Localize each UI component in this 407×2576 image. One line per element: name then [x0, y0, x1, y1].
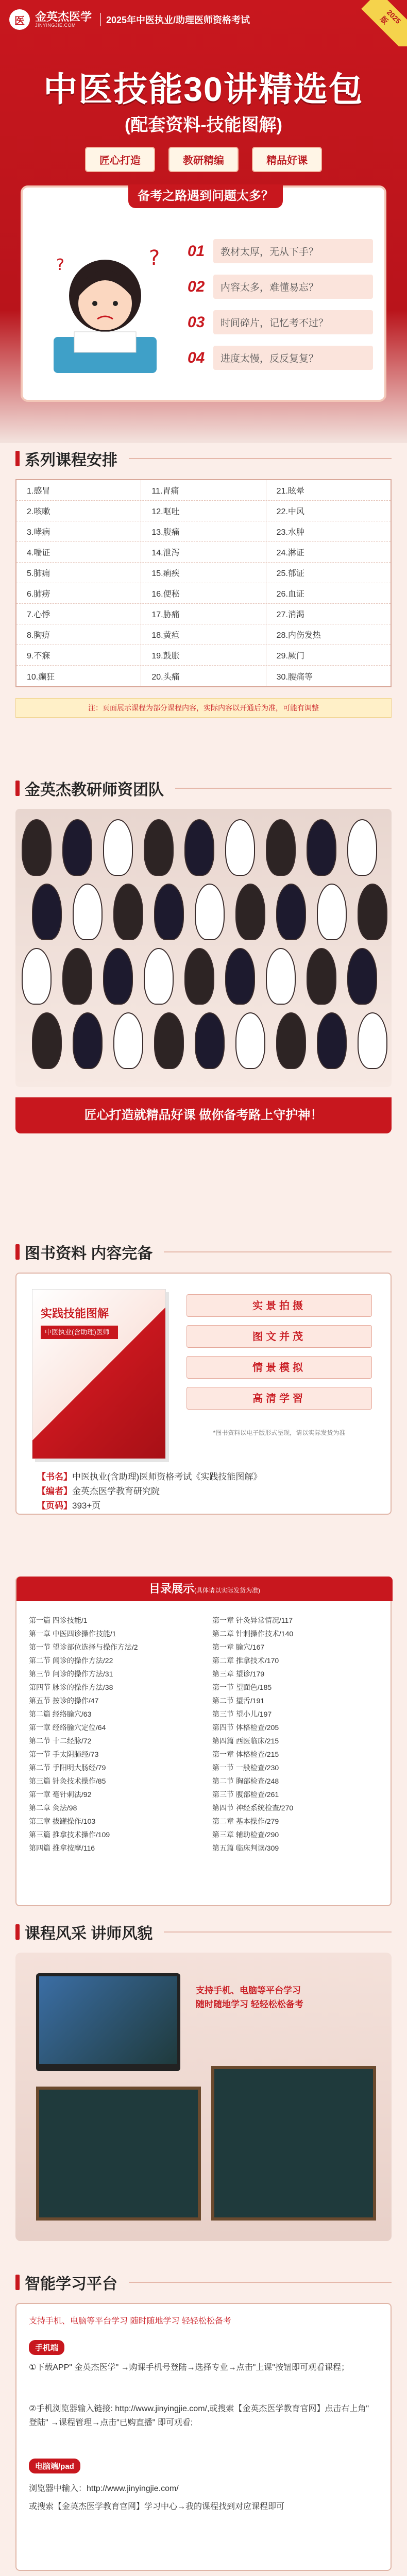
teacher-silhouette-icon	[235, 884, 265, 940]
table-cell: 28.内伤发热	[276, 631, 321, 640]
brand-logo-icon: 医	[9, 9, 30, 30]
section-header	[0, 443, 407, 474]
divider	[129, 458, 392, 459]
toc-header	[16, 1577, 393, 1601]
table-row	[16, 542, 391, 563]
book-section	[0, 1236, 407, 1917]
toc-item: 第一章 毫针刺法/92	[29, 1790, 92, 1799]
teacher-silhouette-icon	[22, 819, 52, 876]
toc-item: 第四节 脉诊的操作方法/38	[29, 1683, 113, 1691]
hero-section	[0, 0, 407, 443]
toc-item: 第三节 望小儿/197	[212, 1710, 272, 1718]
section-title: 智能学习平台	[25, 2276, 117, 2293]
table-cell: 27.消渴	[276, 611, 304, 619]
table-row	[16, 645, 391, 666]
section-bar-icon	[15, 2275, 20, 2290]
toc-item: 第五节 按诊的操作/47	[29, 1697, 99, 1705]
toc-item: 第二章 灸法/98	[29, 1804, 77, 1812]
toc-left	[29, 1614, 204, 1855]
question-number: 02	[188, 278, 205, 295]
toc-item: 第四篇 西医临床/215	[212, 1737, 279, 1745]
toc-item: 第四节 体格检查/205	[212, 1723, 279, 1732]
pc-tag: 电脑端/pad	[29, 2459, 80, 2473]
classroom-section	[0, 1917, 407, 2267]
toc-item: 第二节 闻诊的操作方法/22	[29, 1656, 113, 1665]
section-title: 金英杰教研师资团队	[25, 782, 164, 799]
book-info-value: 中医执业(含助理)医师资格考试《实践技能图解》	[72, 1472, 262, 1482]
toc-item: 第一节 手太阴肺经/73	[29, 1750, 99, 1758]
table-row	[16, 480, 391, 501]
toc-item: 第三节 腹部检查/261	[212, 1790, 279, 1799]
teacher-silhouette-icon	[184, 948, 214, 1005]
toc-item: 第二节 望舌/191	[212, 1697, 265, 1705]
teacher-silhouette-icon	[266, 819, 296, 876]
edition-ribbon	[361, 0, 407, 46]
teacher-silhouette-icon	[195, 1012, 225, 1069]
table-cell: 20.头痛	[141, 666, 266, 686]
table-cell: 6.肺痨	[16, 583, 141, 603]
table-cell: 24.淋证	[276, 549, 304, 557]
table-cell: 22.中风	[276, 507, 304, 516]
toc-item: 第一节 望面色/185	[212, 1683, 272, 1691]
toc-item: 第二章 针刺操作技术/140	[212, 1630, 294, 1638]
question-item	[188, 346, 373, 370]
teacher-silhouette-icon	[347, 819, 377, 876]
book-card	[15, 1273, 392, 1515]
toc-item: 第三章 辅助检查/290	[212, 1831, 279, 1839]
table-cell: 2.咳嗽	[16, 501, 141, 521]
book-cover-sub: 中医执业(含助理)医师	[41, 1326, 118, 1339]
table-row	[16, 624, 391, 645]
teacher-silhouette-icon	[184, 819, 214, 876]
toc-item: 第五篇 临床判读/309	[212, 1844, 279, 1852]
smart-intro: 支持手机、电脑等平台学习 随时随地学习 轻轻松松备考	[29, 2317, 231, 2326]
toc-subtitle: (具体请以实际发货为准)	[194, 1587, 260, 1594]
book-info-value: 393+页	[72, 1501, 101, 1511]
table-cell: 3.哮病	[16, 521, 141, 541]
toc-item: 第二章 基本操作/279	[212, 1817, 279, 1825]
teacher-silhouette-icon	[317, 1012, 347, 1069]
mobile-step-2: ②手机浏览器输入链接: http://www.jinyingjie.com/,或搜索【金英杰医学教育官网】点击右上角" 登陆" →课程管理→点击"已购直播" 即可观看;	[29, 2404, 369, 2428]
table-cell: 16.便秘	[141, 583, 266, 603]
toc-item: 第一章 中医四诊操作技能/1	[29, 1630, 116, 1638]
toc-item: 第二章 推拿技术/170	[212, 1656, 279, 1665]
divider	[164, 1931, 392, 1933]
table-cell: 29.厥门	[276, 652, 304, 660]
teacher-silhouette-icon	[276, 1012, 306, 1069]
teacher-silhouette-icon	[276, 884, 306, 940]
section-bar-icon	[15, 1924, 20, 1940]
book-cover-title: 实践技能图解	[41, 1307, 109, 1320]
table-cell: 9.不寐	[16, 645, 141, 665]
toc-item: 第三章 望诊/179	[212, 1670, 265, 1678]
brand-sub: JINYINGJIE.COM	[35, 23, 76, 28]
section-title: 图书资料 内容完备	[25, 1245, 153, 1262]
table-cell: 30.腰痛等	[276, 672, 313, 682]
teacher-silhouette-icon	[307, 948, 336, 1005]
question-item	[188, 275, 373, 299]
divider	[175, 788, 392, 789]
table-cell: 21.眩晕	[276, 487, 304, 496]
table-cell: 1.感冒	[16, 480, 141, 500]
teacher-silhouette-icon	[195, 884, 225, 940]
table-cell: 13.腹痛	[141, 521, 266, 541]
toc-right	[212, 1614, 387, 1855]
table-row	[16, 604, 391, 624]
question-title: 备考之路遇到问题太多？	[128, 184, 283, 208]
teacher-silhouette-icon	[22, 948, 52, 1005]
teachers-banner: 匠心打造就精品好课 做你备考路上守护神！	[15, 1097, 392, 1133]
teacher-silhouette-icon	[235, 1012, 265, 1069]
book-info-key: 【书名】	[37, 1472, 72, 1482]
teacher-silhouette-icon	[32, 1012, 62, 1069]
teacher-silhouette-icon	[62, 948, 92, 1005]
blackboard-icon	[36, 2087, 201, 2221]
mobile-step-1: ①下载APP" 金英杰医学" →购课手机号登陆→选择专业→点击"上课"按钮即可观看课程；	[29, 2363, 349, 2372]
question-number: 03	[188, 313, 205, 331]
toc-item: 第三篇 推拿技术操作/109	[29, 1831, 110, 1839]
book-info-row	[37, 1469, 403, 1482]
question-number: 01	[188, 242, 205, 260]
toc-item: 第三节 问诊的操作方法/31	[29, 1670, 113, 1678]
teacher-silhouette-icon	[266, 948, 296, 1005]
section-header	[0, 2267, 407, 2298]
question-text: 教材太厚，无从下手？	[213, 239, 373, 263]
course-note: 注：页面展示课程为部分课程内容，实际内容以开通后为准，可能有调整	[15, 698, 392, 718]
section-header	[0, 1236, 407, 1267]
teacher-silhouette-icon	[32, 884, 62, 940]
teacher-silhouette-icon	[317, 884, 347, 940]
smart-platform-section	[0, 2267, 407, 2576]
table-cell: 18.黄疸	[141, 624, 266, 645]
mobile-tag: 手机端	[29, 2340, 64, 2355]
teacher-silhouette-icon	[73, 884, 103, 940]
teacher-silhouette-icon	[103, 948, 133, 1005]
table-cell: 19.鼓胀	[141, 645, 266, 665]
table-cell: 12.呕吐	[141, 501, 266, 521]
divider	[164, 1251, 392, 1252]
table-row	[16, 563, 391, 583]
smart-box	[15, 2303, 392, 2571]
brand-tag: 2025年中医执业/助理医师资格考试	[100, 13, 250, 26]
teachers-section	[0, 773, 407, 1236]
teacher-silhouette-icon	[347, 948, 377, 1005]
classroom-tagline-line: 支持手机、电脑等平台学习	[196, 1986, 301, 1995]
table-cell: 5.肺痈	[16, 563, 141, 583]
table-row	[16, 521, 391, 542]
svg-text:?: ?	[149, 246, 160, 270]
question-text: 时间碎片，记忆考不过？	[213, 310, 373, 334]
teacher-silhouette-icon	[62, 819, 92, 876]
teacher-silhouette-icon	[113, 884, 143, 940]
toc-item: 第二节 手阳明大肠经/79	[29, 1764, 106, 1772]
teacher-silhouette-icon	[154, 1012, 184, 1069]
toc-item: 第一篇 四诊技能/1	[29, 1616, 88, 1624]
book-caption: *图书资料以电子版形式呈现，请以实际发货为准	[213, 1429, 346, 1436]
toc-item: 第一节 望诊部位选择与操作方法/2	[29, 1643, 138, 1651]
toc-item: 第一章 腧穴/167	[212, 1643, 265, 1651]
book-cover	[32, 1289, 166, 1459]
book-feature: 高清学習	[186, 1387, 372, 1410]
question-box	[21, 185, 386, 402]
book-info-row	[37, 1498, 403, 1511]
book-info-row	[37, 1484, 403, 1497]
page-title: 中医技能30讲精选包	[43, 70, 364, 108]
pill-1: 教研精编	[168, 147, 239, 172]
table-cell: 15.痢疾	[141, 563, 266, 583]
table-cell: 23.水肿	[276, 528, 304, 537]
table-cell: 8.胸痹	[16, 624, 141, 645]
question-text: 进度太慢，反反复复？	[213, 346, 373, 370]
teacher-silhouette-icon	[144, 948, 174, 1005]
worried-student-illustration-icon	[43, 234, 167, 378]
monitor-icon	[36, 1973, 180, 2071]
toc-item: 第三章 拔罐操作/103	[29, 1817, 96, 1825]
teacher-silhouette-icon	[73, 1012, 103, 1069]
toc-item: 第一章 经络腧穴定位/64	[29, 1723, 106, 1732]
section-header	[0, 773, 407, 804]
section-header	[0, 1917, 407, 1947]
teachers-photo	[15, 809, 392, 1087]
toc-item: 第一节 一般检查/230	[212, 1764, 279, 1772]
teacher-silhouette-icon	[307, 819, 336, 876]
toc-item: 第四篇 推拿按摩/116	[29, 1844, 95, 1852]
section-title: 系列课程安排	[25, 452, 117, 469]
section-title: 课程风采 讲师风貌	[25, 1925, 153, 1942]
divider	[129, 2282, 392, 2283]
table-row	[16, 666, 391, 686]
question-item	[188, 239, 373, 263]
table-cell: 7.心悸	[16, 604, 141, 624]
toc-box	[15, 1577, 392, 1906]
pc-step-2: 或搜索【金英杰医学教育官网】学习中心→我的课程找到对应课程即可	[29, 2502, 285, 2511]
table-cell: 26.血证	[276, 590, 304, 599]
course-table	[15, 479, 392, 687]
toc-title: 目录展示	[148, 1582, 194, 1595]
brand-name: 金英杰医学	[35, 10, 92, 23]
toc-item: 第一章 针灸异常情况/117	[212, 1616, 293, 1624]
pill-0: 匠心打造	[85, 147, 155, 172]
page-subtitle: (配套资料-技能图解)	[125, 115, 282, 135]
blackboard-icon	[211, 2066, 376, 2221]
svg-text:?: ?	[56, 256, 64, 274]
classroom-tagline	[196, 1984, 371, 2011]
book-feature: 图文并茂	[186, 1325, 372, 1348]
classroom-image	[15, 1953, 392, 2241]
table-cell: 17.胁痛	[141, 604, 266, 624]
book-info-key: 【页码】	[37, 1501, 72, 1511]
edition-ribbon-label: 2025版	[361, 0, 407, 46]
teacher-silhouette-icon	[358, 884, 387, 940]
book-info-key: 【编者】	[37, 1486, 72, 1496]
toc-item: 第二篇 经络腧穴/63	[29, 1710, 92, 1718]
question-number: 04	[188, 349, 205, 366]
table-row	[16, 501, 391, 521]
course-section	[0, 443, 407, 773]
brand[interactable]	[9, 9, 250, 30]
teacher-silhouette-icon	[103, 819, 133, 876]
section-bar-icon	[15, 451, 20, 466]
teacher-silhouette-icon	[144, 819, 174, 876]
question-list	[188, 239, 373, 381]
table-row	[16, 583, 391, 604]
feature-pills	[0, 147, 407, 172]
table-cell: 25.郁证	[276, 569, 304, 578]
toc-item: 第三篇 针灸技术操作/85	[29, 1777, 106, 1785]
pill-2: 精品好课	[252, 147, 322, 172]
toc-item: 第二节 十二经脉/72	[29, 1737, 92, 1745]
table-cell: 14.泄泻	[141, 542, 266, 562]
pc-step-1: 浏览器中输入：http://www.jinyingjie.com/	[29, 2484, 179, 2493]
section-bar-icon	[15, 781, 20, 796]
toc-item: 第二节 胸部检查/248	[212, 1777, 279, 1785]
toc-item: 第四节 神经系统检查/270	[212, 1804, 294, 1812]
book-feature: 情景模拟	[186, 1356, 372, 1379]
question-item	[188, 310, 373, 334]
teacher-silhouette-icon	[113, 1012, 143, 1069]
teacher-silhouette-icon	[154, 884, 184, 940]
section-bar-icon	[15, 1244, 20, 1260]
teacher-silhouette-icon	[358, 1012, 387, 1069]
teacher-silhouette-icon	[225, 819, 255, 876]
question-text: 内容太多，难懂易忘？	[213, 275, 373, 299]
table-cell: 4.喘证	[16, 542, 141, 562]
table-cell: 11.胃痛	[141, 480, 266, 500]
table-cell: 10.癫狂	[16, 666, 141, 686]
toc-item: 第一章 体格检查/215	[212, 1750, 279, 1758]
book-info-value: 金英杰医学教育研究院	[72, 1486, 160, 1496]
book-feature: 实景拍摄	[186, 1294, 372, 1317]
teacher-silhouette-icon	[225, 948, 255, 1005]
classroom-tagline-line: 随时随地学习 轻轻松松备考	[196, 1999, 303, 2010]
